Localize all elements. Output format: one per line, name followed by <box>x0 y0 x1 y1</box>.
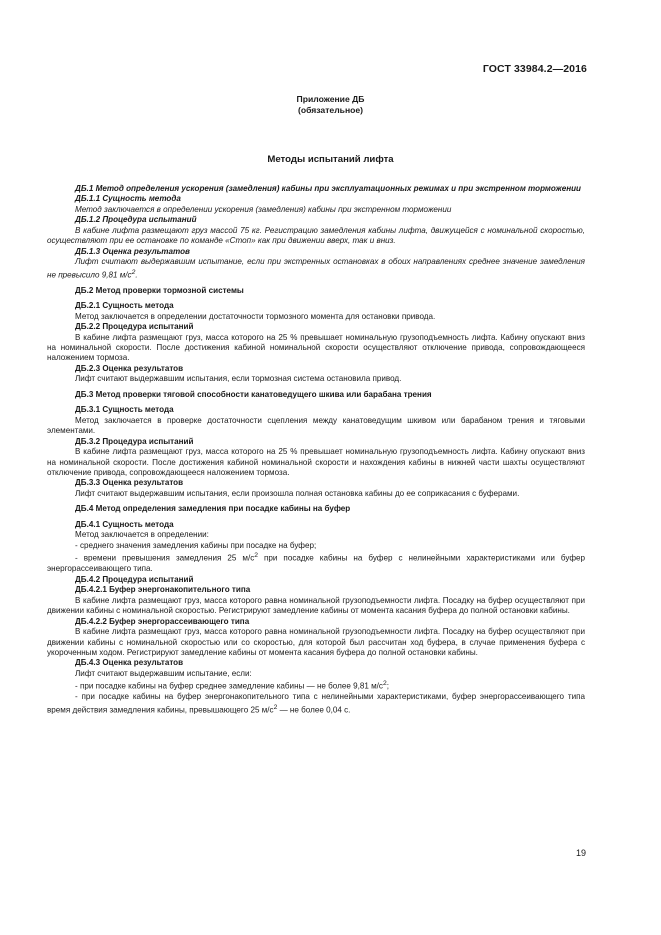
section-db3 <box>47 390 585 500</box>
subsection-title: ДБ.4.2 Процедура испытаний <box>75 574 194 584</box>
subsection-title: ДБ.4.2.1 Буфер энергонакопительного типа <box>75 585 251 595</box>
section-title: ДБ.4 Метод определения замедления при посадке кабины на буфер <box>75 504 351 514</box>
paragraph: Лифт считают выдержавшим испытания, если тормозная система остановила привод. <box>75 374 402 384</box>
subsection-title: ДБ.1.3 Оценка результатов <box>75 246 190 256</box>
subsection-title: ДБ.1.2 Процедура испытаний <box>75 215 197 225</box>
subsection-title: ДБ.3.2 Процедура испытаний <box>75 436 194 446</box>
paragraph: В кабине лифта размещают груз, масса которого равна номинальной грузоподъемности лифта. Посадку на буфер осуществляют при движении кабины с номинальной скоростью или со скоростью, для которой был рассчитан ход буфера, в случае применения буфера с укороченным ходом. Регистрируют замедление кабины от момента касания буфера до полной остановки кабины. <box>47 627 585 657</box>
appendix-heading <box>0 94 661 115</box>
superscript: 2 <box>273 703 278 711</box>
page-number: 19 <box>575 848 586 858</box>
paragraph: Лифт считают выдержавшим испытание, если при экстренных остановках в обоих направлениях среднее значение замедления не превысило 9,81 $м/с^2$. <box>47 257 585 280</box>
superscript: 2 <box>131 268 136 276</box>
subsection-title: ДБ.2.3 Оценка результатов <box>75 363 184 373</box>
section-db2 <box>47 286 585 385</box>
document-body <box>47 184 585 716</box>
subsection-title: ДБ.4.2.2 Буфер энергорассеивающего типа <box>75 616 250 626</box>
list-item: - при посадке кабины на буфер энергонакопительного типа с нелинейными характеристиками, буфер энергорассеивающего типа время действия замедления кабины, превышающего 25 $м/с^2$ — не более 0,04 с. <box>47 692 585 715</box>
subsection-title: ДБ.4.1 Сущность метода <box>75 519 174 529</box>
paragraph: В кабине лифта размещают груз массой 75 кг. Регистрацию замедления кабины лифта, движущейся с номинальной скоростью, осуществляют при ее остановке по команде «Стоп» как при движении вверх, так и вниз. <box>47 225 585 246</box>
section-title: ДБ.3 Метод проверки тяговой способности канатоведущего шкива или барабана трения <box>75 389 432 399</box>
paragraph: Метод заключается в определении достаточности тормозного момента для остановки привода. <box>75 311 436 321</box>
paragraph: Метод заключается в проверке достаточности сцепления между канатоведущим шкивом или барабаном трения и тяговыми элементами. <box>47 415 585 436</box>
paragraph: В кабине лифта размещают груз, масса которого на 25 % превышает номинальную грузоподъемность лифта. Кабину опускают вниз на номинальной скорости. После достижения кабиной номинальной скорости и нахождения кабины в нижней части шахты осуществляют отключение привода, сопровождающееся наложением тормоза. <box>47 447 585 478</box>
paragraph: Лифт считают выдержавшим испытание, если: <box>75 668 252 678</box>
paragraph: В кабине лифта размещают груз, масса которого равна номинальной грузоподъемности лифта. Посадку на буфер осуществляют при движении кабины с номинальной скоростью. Регистрируют замедление кабины от момента касания буфера до полной остановки кабины. <box>47 595 585 616</box>
main-title: Методы испытаний лифта <box>267 154 394 165</box>
section-title: ДБ.2 Метод проверки тормозной системы <box>75 285 244 295</box>
section-db1 <box>47 184 585 281</box>
paragraph: Лифт считают выдержавшим испытания, если произошла полная остановка кабины до ее соприкасания с буферами. <box>75 488 520 498</box>
subsection-title: ДБ.3.3 Оценка результатов <box>75 478 184 488</box>
list-item: - времени превышения замедления 25 $м/с^2$ при посадке кабины на буфер с нелинейными характеристиками или буфер энергорассеивающего типа. <box>47 552 586 574</box>
list-item: - среднего значения замедления кабины при посадке на буфер; <box>75 540 317 550</box>
subsection-title: ДБ.3.1 Сущность метода <box>75 405 174 415</box>
subsection-title: ДБ.4.3 Оценка результатов <box>75 658 184 668</box>
standard-number: ГОСТ 33984.2—2016 <box>482 63 587 75</box>
subsection-title: ДБ.2.1 Сущность метода <box>75 301 174 311</box>
appendix-title: Приложение ДБ <box>296 94 365 104</box>
paragraph: Метод заключается в определении ускорения (замедления) кабины при экстренном торможении <box>75 204 452 214</box>
superscript: 2 <box>254 552 259 560</box>
section-title: ДБ.1 Метод определения ускорения (замедления) кабины при эксплуатационных режимах и при экстренном торможении <box>75 184 581 193</box>
list-item: - при посадке кабины на буфер среднее замедление кабины — не более 9,81 $м/с^2$; <box>75 680 389 691</box>
paragraph: В кабине лифта размещают груз, масса которого на 25 % превышает номинальную грузоподъемность лифта. Кабину опускают вниз на номинальной скорости. После достижения кабиной номинальной скорости осуществляют отключение привода, сопровождающееся наложением тормоза. <box>47 332 585 363</box>
paragraph: Метод заключается в определении: <box>75 530 209 540</box>
superscript: 2 <box>382 680 387 688</box>
section-db4 <box>47 504 585 716</box>
subsection-title: ДБ.2.2 Процедура испытаний <box>75 322 194 332</box>
appendix-subtitle: (обязательное) <box>297 104 364 115</box>
subsection-title: ДБ.1.1 Сущность метода <box>75 194 181 204</box>
